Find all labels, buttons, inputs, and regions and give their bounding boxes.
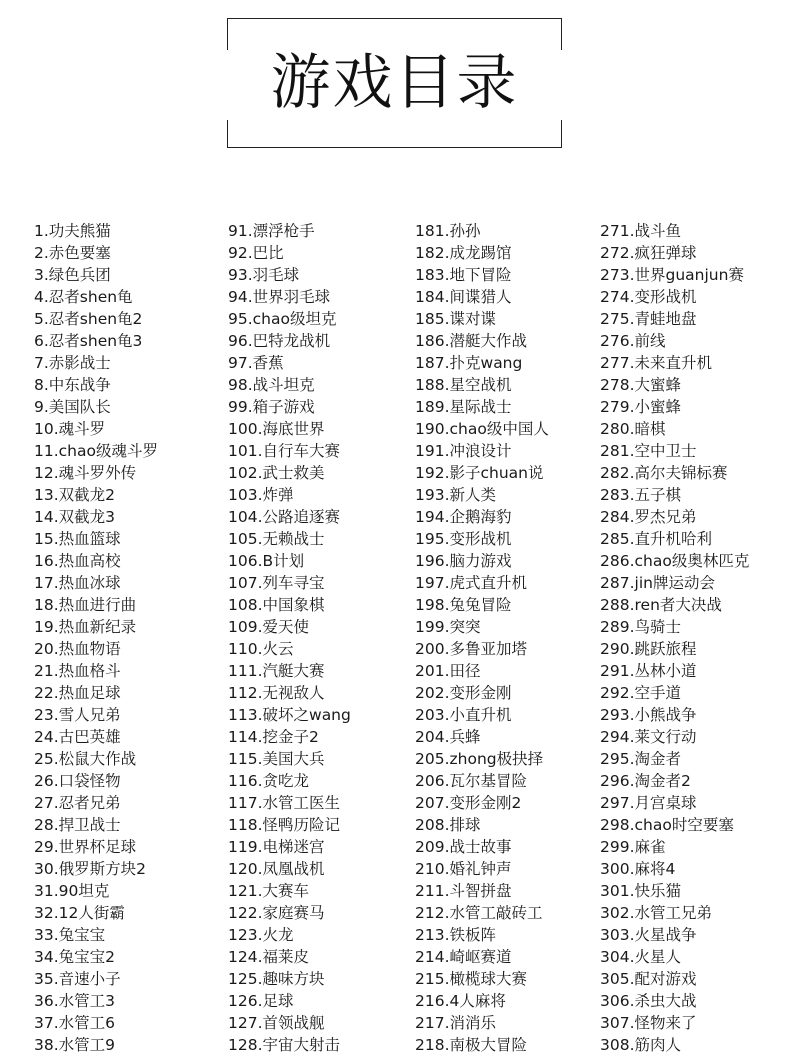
game-list-item: 298.chao时空要塞: [600, 816, 734, 834]
game-list-item: 200.多鲁亚加塔: [415, 640, 528, 658]
game-list-item: 280.暗棋: [600, 420, 666, 438]
game-list-item: 274.变形战机: [600, 288, 697, 306]
game-list-item: 196.脑力游戏: [415, 552, 512, 570]
game-list-item: 283.五子棋: [600, 486, 682, 504]
game-list-item: 307.怪物来了: [600, 1014, 697, 1032]
game-list-item: 94.世界羽毛球: [228, 288, 331, 306]
game-list-item: 308.筋肉人: [600, 1036, 682, 1054]
game-list-item: 11.chao级魂斗罗: [34, 442, 158, 460]
game-column-3: [415, 220, 549, 1056]
game-list-item: 112.无视敌人: [228, 684, 325, 702]
game-list-item: 197.虎式直升机: [415, 574, 528, 592]
game-list-item: 201.田径: [415, 662, 481, 680]
game-list-item: 292.空手道: [600, 684, 682, 702]
game-list-item: 115.美国大兵: [228, 750, 325, 768]
game-list-item: 36.水管工3: [34, 992, 116, 1010]
game-list-item: 218.南极大冒险: [415, 1036, 528, 1054]
game-list-item: 294.莱文行动: [600, 728, 697, 746]
game-list-item: 304.火星人: [600, 948, 682, 966]
game-list-item: 192.影子chuan说: [415, 464, 544, 482]
game-list-item: 8.中东战争: [34, 376, 111, 394]
game-list-item: 118.怪鸭历险记: [228, 816, 341, 834]
game-list-item: 207.变形金刚2: [415, 794, 522, 812]
game-list-item: 193.新人类: [415, 486, 497, 504]
game-list-item: 95.chao级坦克: [228, 310, 337, 328]
game-list-item: 17.热血冰球: [34, 574, 121, 592]
game-list-item: 1.功夫熊猫: [34, 222, 111, 240]
game-list-item: 101.自行车大赛: [228, 442, 341, 460]
frame-right-bottom-tick: [561, 120, 562, 148]
game-list-item: 286.chao级奥林匹克: [600, 552, 750, 570]
game-list-item: 103.炸弹: [228, 486, 294, 504]
game-list-item: 25.松鼠大作战: [34, 750, 137, 768]
game-list-item: 37.水管工6: [34, 1014, 116, 1032]
game-list-item: 6.忍者shen龟3: [34, 332, 143, 350]
game-list-item: 271.战斗鱼: [600, 222, 682, 240]
game-list-item: 123.火龙: [228, 926, 294, 944]
game-list-item: 211.斗智拼盘: [415, 882, 512, 900]
game-list-item: 210.婚礼钟声: [415, 860, 512, 878]
game-list-item: 122.家庭赛马: [228, 904, 325, 922]
game-list-item: 184.间谍猎人: [415, 288, 512, 306]
frame-left-top-tick: [227, 18, 228, 50]
game-list-item: 182.成龙踢馆: [415, 244, 512, 262]
game-list-item: 116.贪吃龙: [228, 772, 310, 790]
game-list-item: 9.美国队长: [34, 398, 111, 416]
game-list-item: 13.双截龙2: [34, 486, 116, 504]
game-list-item: 111.汽艇大赛: [228, 662, 325, 680]
game-list-item: 277.未来直升机: [600, 354, 713, 372]
game-list-item: 198.兔兔冒险: [415, 596, 512, 614]
page-title: 游戏目录: [270, 48, 519, 118]
game-list-item: 191.冲浪设计: [415, 442, 512, 460]
game-list-item: 281.空中卫士: [600, 442, 697, 460]
game-list-item: 34.兔宝宝2: [34, 948, 116, 966]
game-list-item: 125.趣味方块: [228, 970, 325, 988]
game-list-item: 190.chao级中国人: [415, 420, 549, 438]
game-list-item: 7.赤影战士: [34, 354, 111, 372]
game-list-item: 185.谍对谍: [415, 310, 497, 328]
game-list-item: 183.地下冒险: [415, 266, 512, 284]
game-list-item: 188.星空战机: [415, 376, 512, 394]
game-list-item: 275.青蛙地盘: [600, 310, 697, 328]
game-list-item: 99.箱子游戏: [228, 398, 315, 416]
game-list-item: 305.配对游戏: [600, 970, 697, 988]
game-list-item: 104.公路追逐赛: [228, 508, 341, 526]
game-list-item: 106.B计划: [228, 552, 305, 570]
game-list-item: 19.热血新纪录: [34, 618, 137, 636]
frame-top-line: [227, 18, 562, 19]
game-list-item: 279.小蜜蜂: [600, 398, 682, 416]
game-list-item: 297.月宫桌球: [600, 794, 697, 812]
game-list-item: 35.音速小子: [34, 970, 121, 988]
game-list-item: 273.世界guanjun赛: [600, 266, 744, 284]
game-list-item: 278.大蜜蜂: [600, 376, 682, 394]
game-list-item: 128.宇宙大射击: [228, 1036, 341, 1054]
game-list-item: 214.崎岖赛道: [415, 948, 512, 966]
game-list-item: 120.凤凰战机: [228, 860, 325, 878]
game-list-item: 299.麻雀: [600, 838, 666, 856]
game-list-item: 202.变形金刚: [415, 684, 512, 702]
game-list-item: 16.热血高校: [34, 552, 121, 570]
game-list-item: 24.古巴英雄: [34, 728, 121, 746]
frame-bottom-line: [227, 147, 562, 148]
game-list-item: 217.消消乐: [415, 1014, 497, 1032]
game-list-item: 10.魂斗罗: [34, 420, 106, 438]
game-list-item: 93.羽毛球: [228, 266, 300, 284]
game-list-item: 204.兵蜂: [415, 728, 481, 746]
game-list-item: 29.世界杯足球: [34, 838, 137, 856]
game-list-item: 91.漂浮枪手: [228, 222, 315, 240]
game-list-item: 302.水管工兄弟: [600, 904, 713, 922]
game-list-item: 285.直升机哈利: [600, 530, 713, 548]
game-list-item: 5.忍者shen龟2: [34, 310, 143, 328]
game-list-item: 272.疯狂弹球: [600, 244, 697, 262]
game-list-item: 287.jin牌运动会: [600, 574, 715, 592]
game-list-item: 212.水管工敲砖工: [415, 904, 543, 922]
game-list-item: 30.俄罗斯方块2: [34, 860, 147, 878]
game-list-item: 208.排球: [415, 816, 481, 834]
game-list-item: 32.12人街霸: [34, 904, 125, 922]
game-list-item: 289.鸟骑士: [600, 618, 682, 636]
game-column-1: [34, 220, 158, 1056]
game-list-item: 23.雪人兄弟: [34, 706, 121, 724]
game-list-item: 295.淘金者: [600, 750, 682, 768]
game-list-item: 31.90坦克: [34, 882, 110, 900]
game-list-item: 114.挖金子2: [228, 728, 319, 746]
game-list-item: 215.橄榄球大赛: [415, 970, 528, 988]
game-list-item: 96.巴特龙战机: [228, 332, 331, 350]
game-list-item: 291.丛林小道: [600, 662, 697, 680]
game-list-item: 33.兔宝宝: [34, 926, 106, 944]
game-list-item: 113.破坏之wang: [228, 706, 351, 724]
game-list-item: 102.武士救美: [228, 464, 325, 482]
game-list-item: 15.热血篮球: [34, 530, 121, 548]
game-list-item: 213.铁板阵: [415, 926, 497, 944]
game-column-2: [228, 220, 351, 1056]
game-list-item: 20.热血物语: [34, 640, 121, 658]
game-list-item: 4.忍者shen龟: [34, 288, 133, 306]
game-list-item: 127.首领战舰: [228, 1014, 325, 1032]
game-list-item: 282.高尔夫锦标赛: [600, 464, 728, 482]
game-list-item: 205.zhong极抉择: [415, 750, 544, 768]
game-list-item: 181.孙孙: [415, 222, 481, 240]
game-list-item: 195.变形战机: [415, 530, 512, 548]
game-list-item: 284.罗杰兄弟: [600, 508, 697, 526]
game-list-item: 206.瓦尔基冒险: [415, 772, 528, 790]
game-list-item: 189.星际战士: [415, 398, 512, 416]
game-list-item: 107.列车寻宝: [228, 574, 325, 592]
game-list-item: 124.福莱皮: [228, 948, 310, 966]
game-list-item: 301.快乐猫: [600, 882, 682, 900]
game-list-item: 186.潜艇大作战: [415, 332, 528, 350]
game-list-item: 109.爱天使: [228, 618, 310, 636]
game-list-item: 300.麻将4: [600, 860, 676, 878]
game-list-item: 28.捍卫战士: [34, 816, 121, 834]
game-list-item: 14.双截龙3: [34, 508, 116, 526]
game-list-item: 3.绿色兵团: [34, 266, 111, 284]
game-list-item: 26.口袋怪物: [34, 772, 121, 790]
game-list-item: 105.无赖战士: [228, 530, 325, 548]
game-list-item: 119.电梯迷宫: [228, 838, 325, 856]
game-list-item: 27.忍者兄弟: [34, 794, 121, 812]
game-list-item: 187.扑克wang: [415, 354, 523, 372]
title-frame: [227, 18, 562, 148]
game-list-item: 117.水管工医生: [228, 794, 341, 812]
game-list-item: 290.跳跃旅程: [600, 640, 697, 658]
frame-right-top-tick: [561, 18, 562, 50]
game-list-item: 306.杀虫大战: [600, 992, 697, 1010]
game-list-item: 110.火云: [228, 640, 294, 658]
game-list-item: 199.突突: [415, 618, 481, 636]
game-list-item: 203.小直升机: [415, 706, 512, 724]
game-list-item: 121.大赛车: [228, 882, 310, 900]
game-list-item: 92.巴比: [228, 244, 284, 262]
game-list-item: 2.赤色要塞: [34, 244, 111, 262]
game-list-item: 97.香蕉: [228, 354, 284, 372]
game-list-item: 18.热血进行曲: [34, 596, 137, 614]
game-list-item: 100.海底世界: [228, 420, 325, 438]
game-list-item: 288.ren者大决战: [600, 596, 722, 614]
game-list-item: 194.企鹅海豹: [415, 508, 512, 526]
game-list-item: 108.中国象棋: [228, 596, 325, 614]
game-list-item: 98.战斗坦克: [228, 376, 315, 394]
game-list-item: 296.淘金者2: [600, 772, 691, 790]
game-list-item: 21.热血格斗: [34, 662, 121, 680]
game-list-item: 126.足球: [228, 992, 294, 1010]
game-list-item: 22.热血足球: [34, 684, 121, 702]
game-list-item: 276.前线: [600, 332, 666, 350]
game-list-item: 303.火星战争: [600, 926, 697, 944]
game-list-item: 293.小熊战争: [600, 706, 697, 724]
game-list-item: 209.战士故事: [415, 838, 512, 856]
game-list-item: 12.魂斗罗外传: [34, 464, 137, 482]
game-list-item: 216.4人麻将: [415, 992, 506, 1010]
game-column-4: [600, 220, 749, 1056]
frame-left-bottom-tick: [227, 120, 228, 148]
game-list-item: 38.水管工9: [34, 1036, 116, 1054]
